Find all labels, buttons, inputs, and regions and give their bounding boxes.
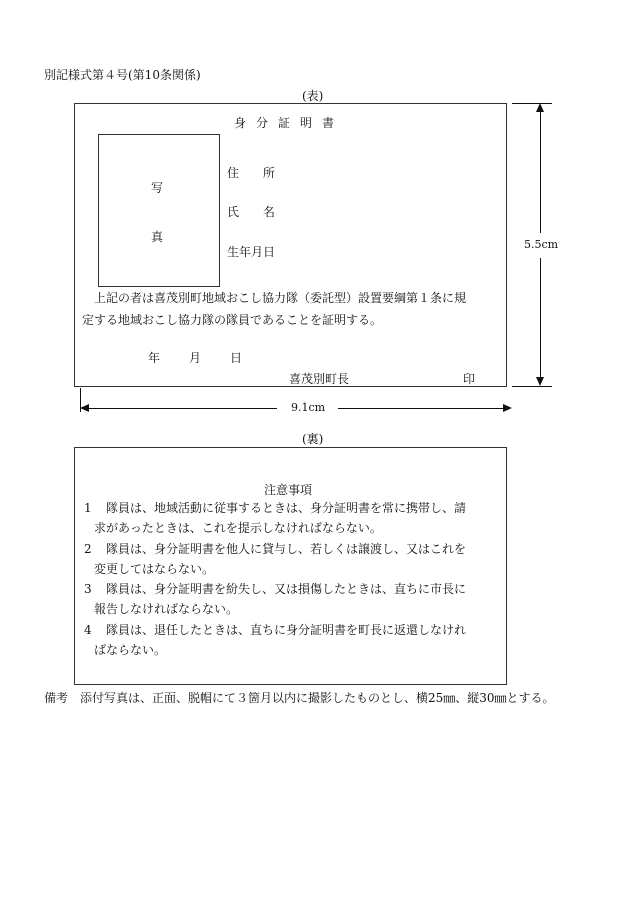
card-title: 身分証明書 — [234, 116, 345, 130]
note-item-line: 隊員は、身分証明書を他人に貸与し、若しくは譲渡し、又はこれを — [106, 542, 467, 556]
date-year-label: 年 — [148, 351, 161, 365]
note-item-line: 求があったときは、これを提示しなければならない。 — [94, 521, 382, 535]
field-name-label: 氏 名 — [227, 205, 275, 219]
note-item-number: 3 — [84, 582, 92, 596]
back-label: (裏) — [302, 432, 324, 446]
statement-line-1: 上記の者は喜茂別町地域おこし協力隊（委託型）設置要綱第１条に規 — [94, 291, 467, 305]
width-dimension-line-left — [84, 408, 277, 409]
note-item-line: 隊員は、退任したときは、直ちに身分証明書を町長に返還しなけれ — [106, 623, 467, 637]
note-item-number: 1 — [84, 501, 92, 515]
issuer-label: 喜茂別町長 — [289, 372, 350, 386]
height-arrow-down-icon — [536, 377, 544, 386]
photo-label-char-1: 写 — [151, 181, 164, 195]
width-arrow-right-icon — [503, 404, 512, 412]
width-arrow-left-icon — [80, 404, 89, 412]
height-dimension-line-upper — [540, 107, 541, 233]
height-dimension-line-lower — [540, 258, 541, 382]
width-dimension-line-right — [338, 408, 504, 409]
seal-mark: 印 — [463, 372, 476, 386]
photo-label-char-2: 真 — [151, 230, 164, 244]
field-birthdate-label: 生年月日 — [227, 245, 276, 259]
height-dimension-label: 5.5cm — [524, 238, 559, 251]
note-item-line: 隊員は、地域活動に従事するときは、身分証明書を常に携帯し、請 — [106, 501, 467, 515]
note-item-line: 報告しなければならない。 — [94, 602, 239, 616]
height-arrow-up-icon — [536, 103, 544, 112]
note-item-number: 4 — [84, 623, 92, 637]
front-label: (表) — [302, 89, 324, 103]
date-day-label: 日 — [230, 351, 243, 365]
note-item-line: 隊員は、身分証明書を紛失し、又は損傷したときは、直ちに市長に — [106, 582, 467, 596]
statement-line-2: 定する地域おこし協力隊の隊員であることを証明する。 — [82, 313, 383, 327]
height-dimension-bottom-tick — [512, 386, 552, 387]
form-title: 別記様式第４号(第10条関係) — [44, 68, 201, 82]
note-item-line: 変更してはならない。 — [94, 562, 215, 576]
field-address-label: 住 所 — [227, 166, 275, 180]
notes-heading: 注意事項 — [264, 483, 313, 497]
width-dimension-label: 9.1cm — [291, 401, 326, 414]
note-item-number: 2 — [84, 542, 92, 556]
remarks-note: 備考 添付写真は、正面、脱帽にて３箇月以内に撮影したものとし、横25㎜、縦30㎜とする。 — [44, 691, 555, 705]
note-item-line: ばならない。 — [94, 643, 167, 657]
photo-box — [98, 134, 220, 287]
height-dimension-top-tick — [512, 103, 552, 104]
date-month-label: 月 — [189, 351, 202, 365]
